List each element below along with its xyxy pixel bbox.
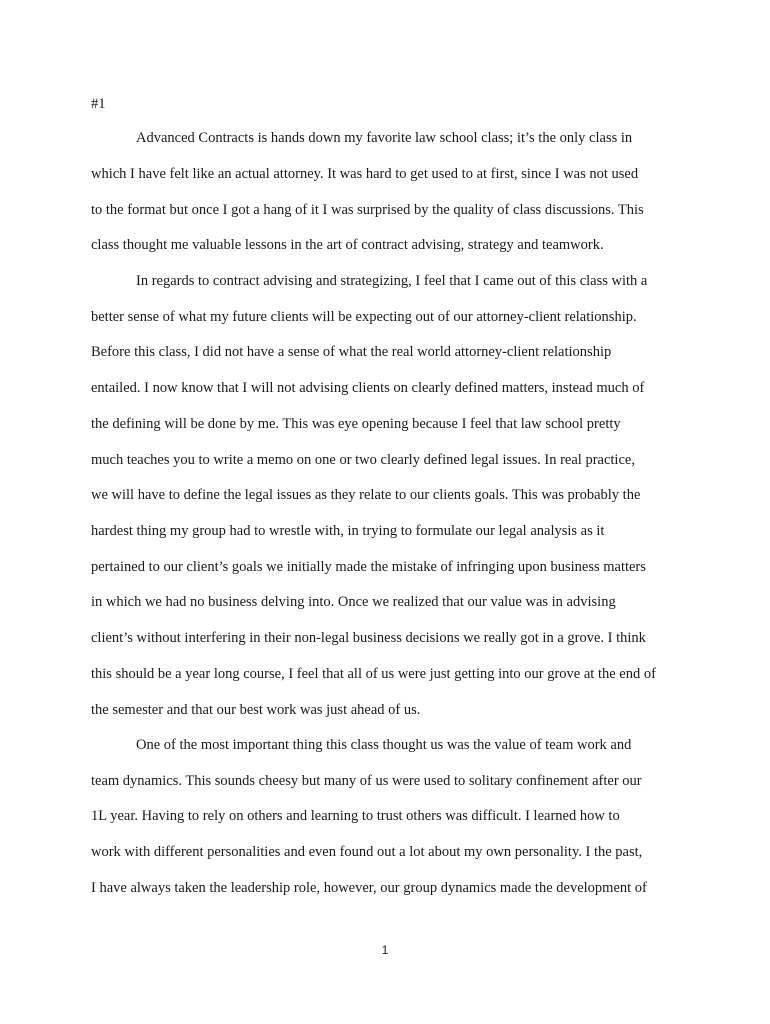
text-line: I have always taken the leadership role, however, our group dynamics made the development of: [91, 880, 647, 896]
text-line: the defining will be done by me. This was eye opening because I feel that law school pretty: [91, 416, 621, 432]
text-line: work with different personalities and even found out a lot about my own personality. I the past,: [91, 844, 643, 860]
page-number: 1: [381, 943, 389, 957]
text-line: pertained to our client’s goals we initially made the mistake of infringing upon business matters: [91, 559, 646, 575]
text-line: this should be a year long course, I feel that all of us were just getting into our grove at the end of: [91, 666, 656, 682]
text-line: to the format but once I got a hang of it I was surprised by the quality of class discussions. This: [91, 202, 644, 218]
text-line: Before this class, I did not have a sense of what the real world attorney-client relationship: [91, 344, 612, 360]
text-line: which I have felt like an actual attorney. It was hard to get used to at first, since I was not used: [91, 166, 639, 182]
text-line: we will have to define the legal issues as they relate to our clients goals. This was probably the: [91, 487, 641, 503]
text-line: Advanced Contracts is hands down my favorite law school class; it’s the only class in: [136, 130, 633, 146]
text-line: client’s without interfering in their non-legal business decisions we really got in a grove. I think: [91, 630, 646, 646]
document-heading: #1: [91, 96, 106, 112]
text-line: better sense of what my future clients will be expecting out of our attorney-client relationship.: [91, 309, 637, 325]
text-line: hardest thing my group had to wrestle with, in trying to formulate our legal analysis as it: [91, 523, 605, 539]
text-line: 1L year. Having to rely on others and learning to trust others was difficult. I learned how to: [91, 808, 620, 824]
text-line: team dynamics. This sounds cheesy but many of us were used to solitary confinement after our: [91, 773, 642, 789]
text-line: the semester and that our best work was just ahead of us.: [91, 702, 421, 718]
text-line: much teaches you to write a memo on one or two clearly defined legal issues. In real practice,: [91, 452, 635, 468]
text-line: One of the most important thing this class thought us was the value of team work and: [136, 737, 632, 753]
text-line: entailed. I now know that I will not advising clients on clearly defined matters, instead much of: [91, 380, 645, 396]
text-line: In regards to contract advising and strategizing, I feel that I came out of this class with a: [136, 273, 648, 289]
text-line: in which we had no business delving into. Once we realized that our value was in advising: [91, 594, 616, 610]
text-line: class thought me valuable lessons in the art of contract advising, strategy and teamwork.: [91, 237, 604, 253]
